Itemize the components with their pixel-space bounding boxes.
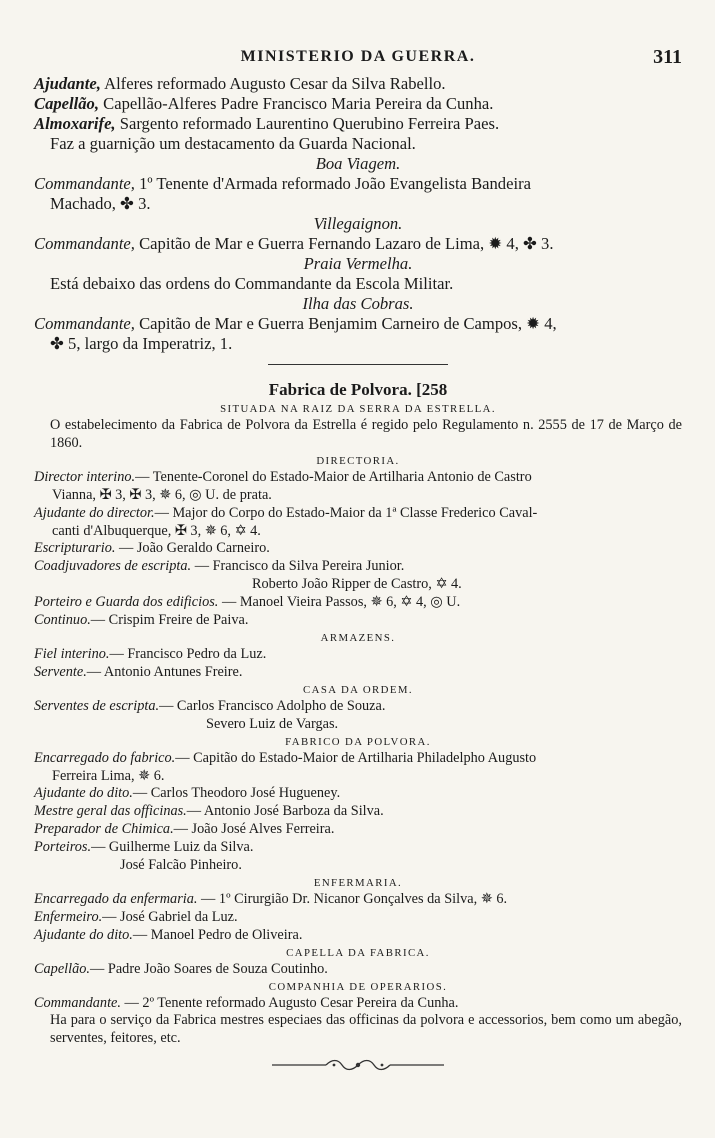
entry-cont: Vianna, ✠ 3, ✠ 3, ✵ 6, ◎ U. de prata.: [52, 486, 272, 503]
entry-line: Porteiros.— Guilherme Luiz da Silva.: [34, 839, 254, 856]
entry-line: Coadjuvadores de escripta. — Francisco da Silva Pereira Junior.: [34, 558, 405, 575]
entry-line: Servente.— Antonio Antunes Freire.: [34, 663, 243, 680]
entry-line: Enfermeiro.— José Gabriel da Luz.: [34, 908, 238, 925]
entry-line: Commandante, 1º Tenente d'Armada reformado João Evangelista Bandeira: [34, 174, 531, 193]
entry-line: Ajudante do dito.— Manoel Pedro de Oliveira.: [34, 926, 303, 943]
subsection-heading: FABRICO DA POLVORA.: [285, 735, 431, 748]
intro-paragraph: O estabelecimento da Fabrica de Polvora da Estrella é regido pelo Regulamento n. 2555 de 17 de Março de 1860.: [50, 417, 682, 451]
place-heading: Villegaignon.: [313, 214, 403, 233]
entry-cont: ✤ 5, largo da Imperatriz, 1.: [50, 334, 233, 353]
intro-line: Capellão, Capellão-Alferes Padre Francisco Maria Pereira da Cunha.: [34, 94, 494, 113]
place-heading: Boa Viagem.: [315, 154, 401, 173]
entry-line: Preparador de Chimica.— João José Alves Ferreira.: [34, 821, 335, 838]
entry-line: Continuo.— Crispim Freire de Paiva.: [34, 612, 249, 629]
entry-line: Está debaixo das ordens do Commandante da Escola Militar.: [50, 274, 454, 293]
entry-line: Ajudante do dito.— Carlos Theodoro José Hugueney.: [34, 785, 341, 802]
subsection-heading: CAPELLA DA FABRICA.: [286, 946, 430, 959]
entry-line: Porteiro e Guarda dos edificios. — Manoel Vieira Passos, ✵ 6, ✡ 4, ◎ U.: [34, 594, 461, 611]
entry-line: Commandante. — 2º Tenente reformado Augusto Cesar Pereira da Cunha.: [34, 994, 459, 1011]
intro-line: Almoxarife, Sargento reformado Laurentino Querubino Ferreira Paes.: [34, 114, 500, 133]
entry-cont: Machado, ✤ 3.: [50, 194, 151, 213]
subsection-heading: DIRECTORIA.: [316, 454, 400, 467]
entry-cont: canti d'Albuquerque, ✠ 3, ✵ 6, ✡ 4.: [52, 522, 261, 539]
entry-line: Commandante, Capitão de Mar e Guerra Benjamim Carneiro de Campos, ✹ 4,: [34, 314, 557, 333]
entry-cont: Roberto João Ripper de Castro, ✡ 4.: [252, 576, 462, 593]
subsection-heading: ARMAZENS.: [320, 631, 396, 644]
entry-cont: José Falcão Pinheiro.: [120, 857, 242, 874]
section-divider: [268, 364, 448, 365]
intro-line: Ajudante, Alferes reformado Augusto Cesar da Silva Rabello.: [34, 74, 446, 93]
place-heading: Praia Vermelha.: [303, 254, 413, 273]
entry-line: Mestre geral das officinas.— Antonio José Barboza da Silva.: [34, 803, 384, 820]
entry-line: Escripturario. — João Geraldo Carneiro.: [34, 540, 270, 557]
page: [34, 44, 682, 1072]
entry-cont: Severo Luiz de Vargas.: [206, 715, 339, 732]
place-heading: Ilha das Cobras.: [302, 294, 414, 313]
page-number: 311: [653, 46, 682, 68]
entry-line: Director interino.— Tenente-Coronel do Estado-Maior de Artilharia Antonio de Castro: [34, 468, 532, 485]
entry-line: Capellão.— Padre João Soares de Souza Coutinho.: [34, 960, 328, 977]
closing-paragraph: Ha para o serviço da Fabrica mestres especiaes das officinas da polvora e accessorios, bem como um abegão, serventes, feitores, etc.: [50, 1012, 682, 1047]
subsection-heading: COMPANHIA DE OPERARIOS.: [268, 980, 448, 993]
section-title: Fabrica de Polvora. [258: [268, 380, 448, 399]
entry-line: Encarregado da enfermaria. — 1º Cirurgião Dr. Nicanor Gonçalves da Silva, ✵ 6.: [34, 890, 508, 907]
entry-line: Serventes de escripta.— Carlos Francisco Adolpho de Souza.: [34, 697, 386, 714]
subsection-heading: CASA DA ORDEM.: [303, 683, 413, 696]
entry-line: Ajudante do director.— Major do Corpo do Estado-Maior da 1ª Classe Frederico Caval-: [34, 504, 538, 521]
entry-line: Encarregado do fabrico.— Capitão do Estado-Maior de Artilharia Philadelpho Augusto: [34, 749, 537, 766]
section-subtitle: SITUADA NA RAIZ DA SERRA DA ESTRELLA.: [220, 403, 496, 415]
ministry-title: MINISTERIO DA GUERRA.: [240, 48, 476, 65]
entry-line: Commandante, Capitão de Mar e Guerra Fernando Lazaro de Lima, ✹ 4, ✤ 3.: [34, 234, 554, 253]
subsection-heading: ENFERMARIA.: [313, 876, 403, 889]
entry-line: Fiel interino.— Francisco Pedro da Luz.: [34, 645, 267, 662]
ornament-divider: [268, 1058, 448, 1072]
entry-cont: Ferreira Lima, ✵ 6.: [52, 767, 165, 784]
page-header: [34, 44, 682, 74]
intro-line: Faz a guarnição um destacamento da Guarda Nacional.: [50, 134, 416, 153]
